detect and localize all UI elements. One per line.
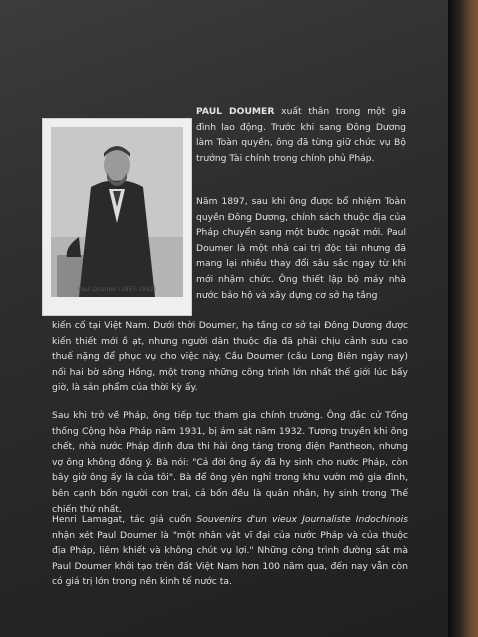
name-lead: PAUL DOUMER bbox=[196, 106, 275, 117]
portrait-figure bbox=[51, 127, 183, 297]
intro-text: xuất thân trong một gia đình lao động. Trước khi sang Đông Dương làm Toàn quyền, ông đã từng giữ chức vụ Bộ trưởng Tài chính trong chính phủ Pháp. bbox=[196, 106, 406, 164]
legacy-text-a: Henri Lamagat, tác giả cuốn bbox=[52, 514, 197, 525]
portrait-caption: Paul Doumer (1857-1932) bbox=[78, 286, 156, 293]
paragraph-appointment: Năm 1897, sau khi ông được bổ nhiệm Toàn quyền Đông Dương, chính sách thuộc địa của Pháp chuyển sang một bước ngoặt mới. Paul Doumer là một nhà cai trị độc tài nhưng đã mang lại nhiều thay đổi sâu sắc ngay từ khi mới nhậm chức. Ông thiết lập bộ máy nhà nước bảo hộ và xây dựng cơ sở hạ tầng bbox=[196, 196, 406, 301]
paragraph-intro bbox=[196, 104, 406, 166]
portrait-photo bbox=[51, 127, 183, 297]
paragraph-infrastructure: kiến cố tại Việt Nam. Dưới thời Doumer, hạ tầng cơ sở tại Đông Dương được kiến thiết mới ồ ạt, nhưng người dân thuộc địa đã phải chịu cảnh sưu cao thuế nặng để phục vụ cho việc này. Cầu Doumer (cầu Long Biên ngày nay) nối hai bờ sông Hồng, một trong những công trình lớn nhất thế giới lúc bấy giờ, là sản phẩm của thời kỳ ấy. bbox=[52, 320, 408, 394]
portrait-frame bbox=[42, 118, 192, 316]
book-title: Souvenirs d'un vieux Journaliste Indochinois bbox=[196, 514, 409, 525]
legacy-text-b: nhận xét Paul Doumer là "một nhân vật vĩ đại của nước Pháp và của thuộc địa Pháp, liêm khiết và không chút vụ lợi." Những công trình đường sắt mà Paul Doumer khởi tạo trên đất Việt Nam hơn 100 năm qua, đến nay vẫn còn có giá trị lớn trong nền kinh tế nước ta. bbox=[52, 529, 408, 588]
paragraph-presidency: Sau khi trở về Pháp, ông tiếp tục tham gia chính trường. Ông đắc cử Tổng thống Cộng hòa Pháp năm 1931, bị ám sát năm 1932. Tương truyền khi ông chết, nhà nước Pháp định đưa thi hài ông táng trong điện Pantheon, nhưng vợ ông không đồng ý. Bà nói: "Cả đời ông ấy đã hy sinh cho nước Pháp, còn bây giờ ông ấy là của tôi". Bà để ông yên nghỉ trong khu vườn mộ gia đình, bên cạnh bốn người con trai, cả bốn đều là quân nhân, hy sinh trong Thế chiến thứ nhất. bbox=[52, 410, 408, 515]
page-edge-table bbox=[448, 0, 478, 637]
paragraph-legacy bbox=[52, 512, 408, 590]
